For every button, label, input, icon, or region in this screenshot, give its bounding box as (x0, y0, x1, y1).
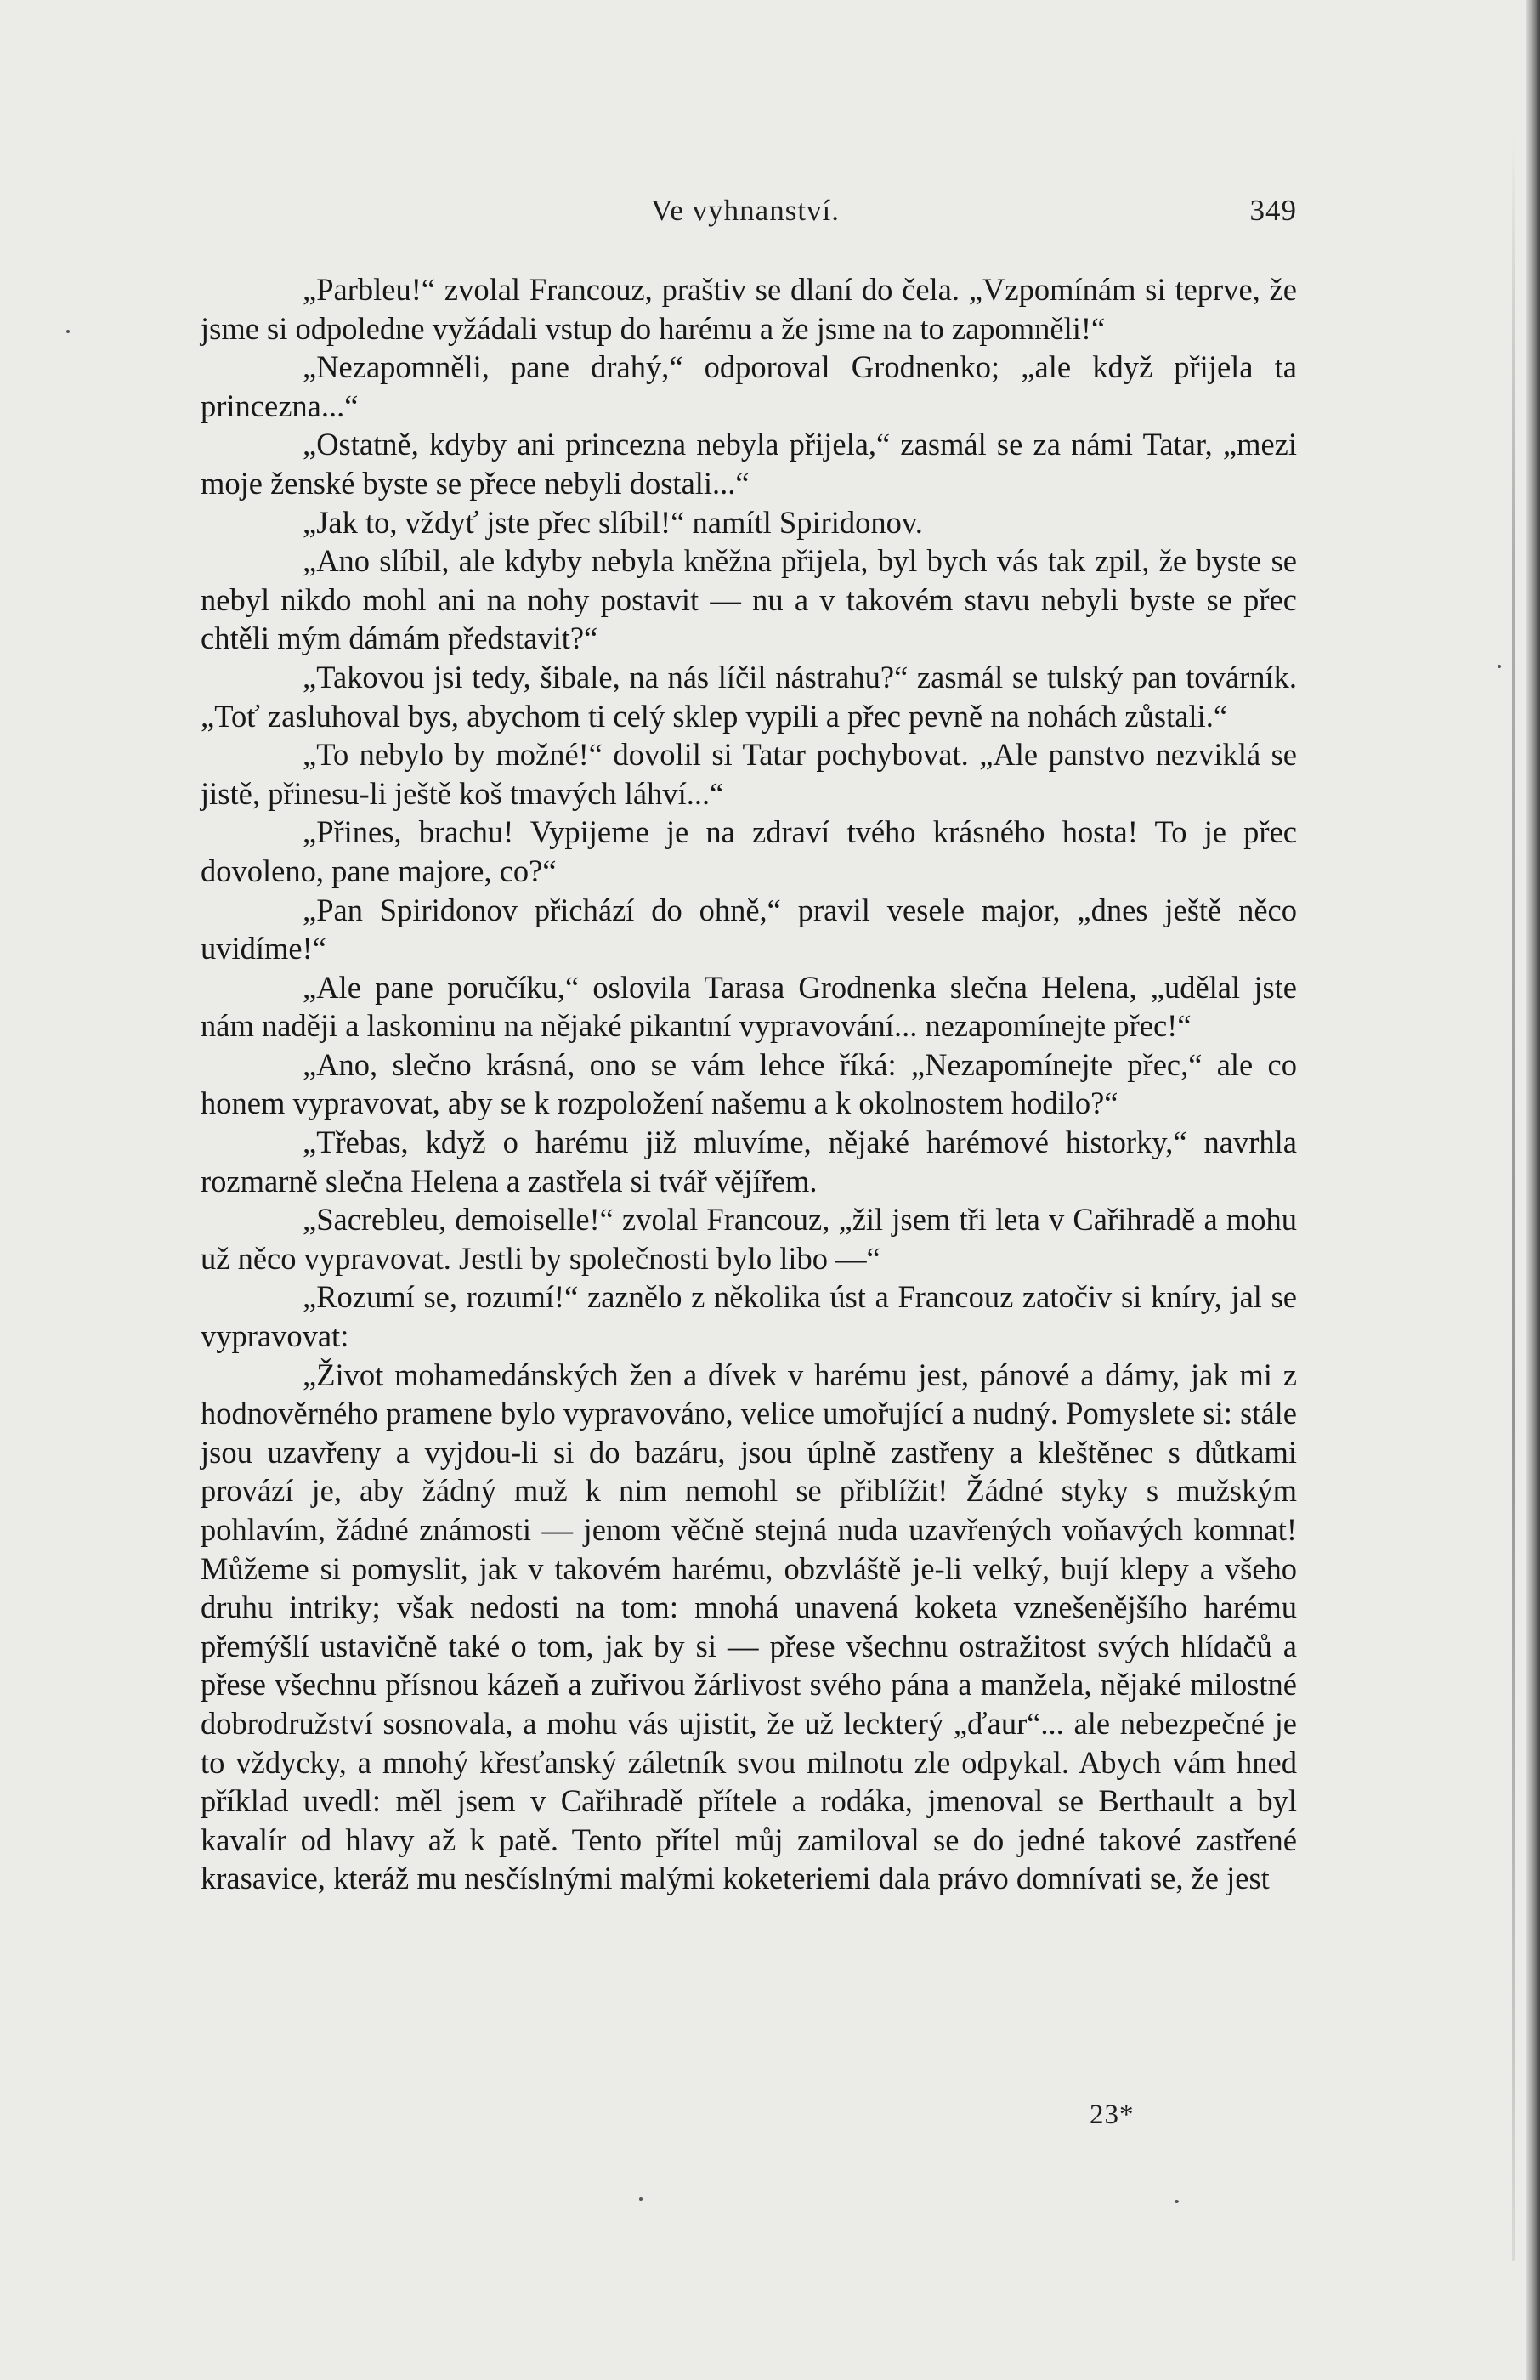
paragraph: „Přines, brachu! Vypijeme je na zdraví tvého krásného hosta! To je přec dovoleno, pane majore, co?“ (201, 814, 1297, 888)
paragraph: „Ano, slečno krásná, ono se vám lehce říká: „Nezapomínejte přec,“ ale co honem vypravovat, aby se k rozpoložení našemu a k okolnostem hodilo?“ (201, 1046, 1297, 1121)
paragraph: „Nezapomněli, pane drahý,“ odporoval Grodnenko; „ale když přijela ta princezna...“ (201, 349, 1297, 423)
paragraph: „Rozumí se, rozumí!“ zaznělo z několika úst a Francouz zatočiv si kníry, jal se vypravovat: (201, 1279, 1297, 1354)
paragraph: „Ale pane poručíku,“ oslovila Tarasa Grodnenka slečna Helena, „udělal jste nám naději a laskominu na nějaké pikantní vypravování... nezapomínejte přec!“ (201, 969, 1297, 1044)
page-number: 349 (1249, 194, 1297, 227)
paragraph: „Takovou jsi tedy, šibale, na nás líčil nástrahu?“ zasmál se tulský pan továrník. „Toť zasluhoval bys, abychom ti celý sklep vypili a přec pevně na nohách zůstali.“ (201, 659, 1297, 734)
print-speck (639, 2197, 643, 2201)
paragraph: „Pan Spiridonov přichází do ohně,“ pravil vesele major, „dnes ještě něco uvidíme!“ (201, 892, 1297, 966)
paragraph: „Třebas, když o harému již mluvíme, nějaké harémové historky,“ navrhla rozmarně slečna Helena a zastřela si tvář vějířem. (201, 1125, 1297, 1198)
paragraph: „Jak to, vždyť jste přec slíbil!“ namítl Spiridonov. (303, 504, 923, 540)
print-speck (1498, 665, 1501, 668)
paragraph: „Život mohamedánských žen a dívek v harému jest, pánové a dámy, jak mi z hodnověrného pramene bylo vypravováno, velice umořující a nudný. Pomyslete si: stále jsou uzavřeny a vyjdou-li si do bazáru, jsou úplně zastřeny a kleštěnec s důtkami provází je, aby žádný muž k nim nemohl se přiblížit! Žádné styky s mužským pohlavím, žádné známosti — jenom věčně stejná nuda uzavřených voňavých komnat! Můžeme si pomyslit, jak v takovém harému, obzvláště je-li velký, bují klepy a všeho druhu intriky; však nedosti na tom: mnohá unavená koketa vznešenějšího harému přemýšlí ustavičně také o tom, jak by si — přese všechnu ostražitost svých hlídačů a přese všechnu přísnou kázeň a zuřivou žárlivost svého pána a manžela, nějaké milostné dobrodružství sosnovala, a mohu vás ujistit, že už leckterý „ďaur“... ale nebezpečné je to vždycky, a mnohý křesťanský záletník svou milnotu zle odpykal. Abych vám hned příklad uvedl: měl jsem v Cařihradě přítele a rodáka, jmenoval se Berthault a byl kavalír od hlavy až k patě. Tento přítel můj zamiloval se do jedné takové zastřené krasavice, kteráž mu nesčíslnými malými koketeriemi dala právo domnívati se, že jest (201, 1357, 1297, 1896)
paragraph: „Parbleu!“ zvolal Francouz, praštiv se dlaní do čela. „Vzpomínám si teprve, že jsme si odpoledne vyžádali vstup do harému a že jsme na to zapomněli!“ (201, 272, 1297, 346)
print-speck (1175, 2200, 1179, 2203)
paragraph: „Ostatně, kdyby ani princezna nebyla přijela,“ zasmál se za námi Tatar, „mezi moje ženské byste se přece nebyli dostali...“ (201, 427, 1297, 501)
running-title: Ve vyhnanství. (651, 194, 841, 227)
print-speck (66, 330, 70, 333)
page-edge-shadow (1526, 0, 1540, 2380)
paragraph: „To nebylo by možné!“ dovolil si Tatar pochybovat. „Ale panstvo nezviklá se jistě, přinesu-li ještě koš tmavých láhví...“ (201, 737, 1297, 811)
paragraph: „Ano slíbil, ale kdyby nebyla kněžna přijela, byl bych vás tak zpil, že byste se nebyl nikdo mohl ani na nohy postavit — nu a v takovém stavu nebyli byste se přec chtěli mým dámám představit?“ (201, 543, 1297, 656)
paragraph: „Sacrebleu, demoiselle!“ zvolal Francouz, „žil jsem tři leta v Cařihradě a mohu už něco vypravovat. Jestli by společnosti bylo libo —“ (201, 1202, 1297, 1276)
signature-mark: 23* (1090, 2100, 1135, 2130)
page-header (201, 187, 1297, 235)
page-gutter-line (1512, 136, 1515, 2261)
body-text (201, 270, 1297, 1898)
